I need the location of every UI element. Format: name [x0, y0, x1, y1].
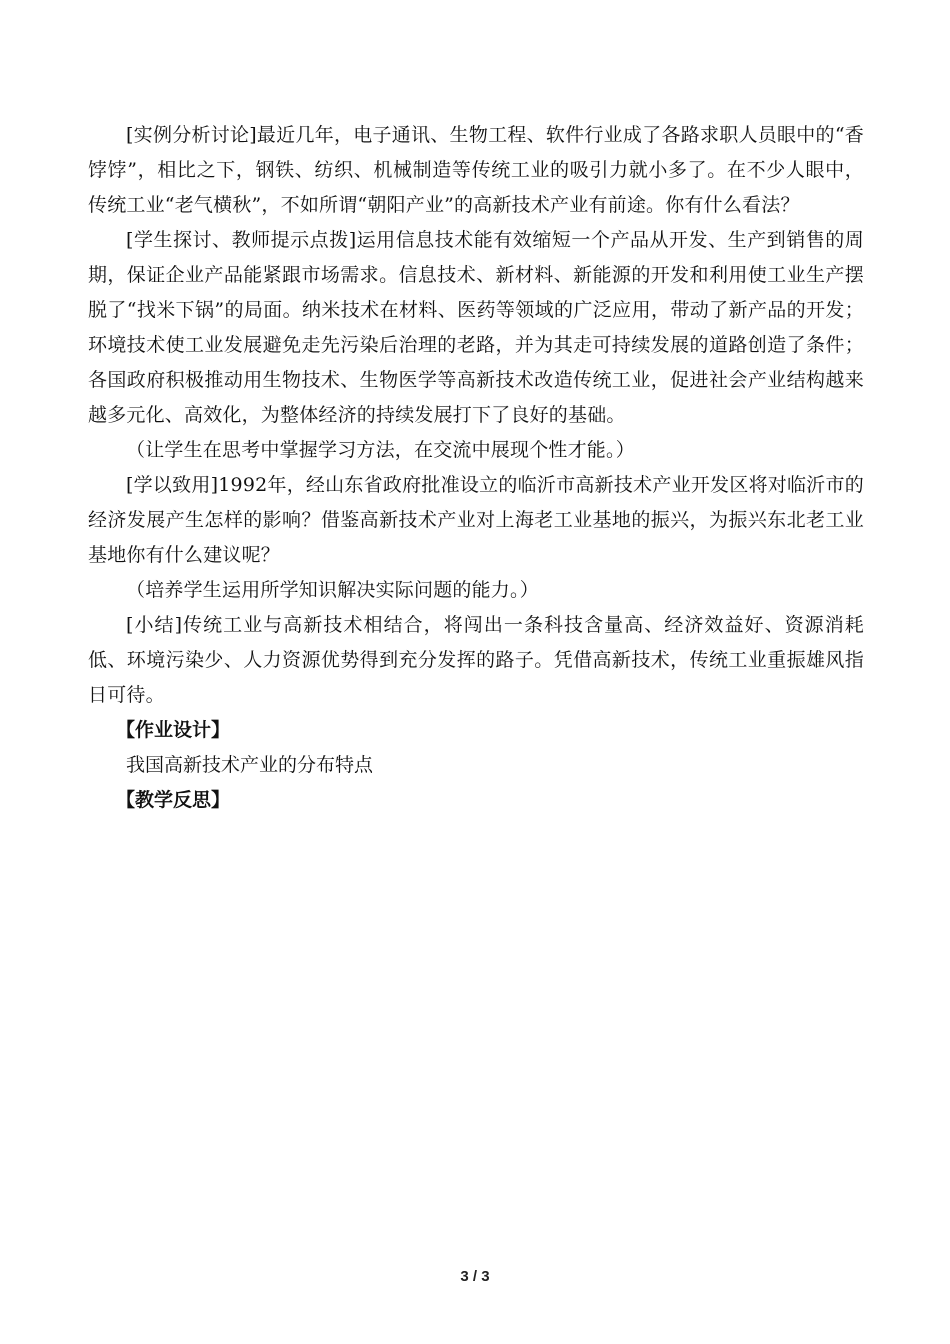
paragraph-case-discussion: [实例分析讨论]最近几年，电子通讯、生物工程、软件行业成了各路求职人员眼中的“香饽饽”，相比之下，钢铁、纺织、机械制造等传统工业的吸引力就小多了。在不少人眼中，传统工业“老气横秋”，不如所谓“朝阳产业”的高新技术产业有前途。你有什么看法？ [88, 124, 864, 216]
paragraph-teaching-note-1: （让学生在思考中掌握学习方法，在交流中展现个性才能。） [126, 439, 635, 461]
homework-text: 我国高新技术产业的分布特点 [126, 754, 374, 776]
paragraph-apply-learning: [学以致用]1992年，经山东省政府批准设立的临沂市高新技术产业开发区将对临沂市的经济发展产生怎样的影响？借鉴高新技术产业对上海老工业基地的振兴，为振兴东北老工业基地你有什么建议呢？ [88, 474, 864, 566]
paragraph-student-discussion: [学生探讨、教师提示点拨]运用信息技术能有效缩短一个产品从开发、生产到销售的周期，保证企业产品能紧跟市场需求。信息技术、新材料、新能源的开发和利用使工业生产摆脱了“找米下锅”的局面。纳米技术在材料、医药等领域的广泛应用，带动了新产品的开发；环境技术使工业发展避免走先污染后治理的老路，并为其走可持续发展的道路创造了条件；各国政府积极推动用生物技术、生物医学等高新技术改造传统工业，促进社会产业结构越来越多元化、高效化，为整体经济的持续发展打下了良好的基础。 [88, 229, 864, 426]
page-number: 3 / 3 [460, 1268, 490, 1285]
reflection-heading: 【教学反思】 [116, 789, 231, 811]
document-body [88, 118, 864, 818]
paragraph-summary: [小结]传统工业与高新技术相结合，将闯出一条科技含量高、经济效益好、资源消耗低、环境污染少、人力资源优势得到充分发挥的路子。凭借高新技术，传统工业重振雄风指日可待。 [88, 614, 864, 706]
paragraph-teaching-note-2: （培养学生运用所学知识解决实际问题的能力。） [126, 579, 539, 601]
homework-heading: 【作业设计】 [116, 719, 231, 741]
